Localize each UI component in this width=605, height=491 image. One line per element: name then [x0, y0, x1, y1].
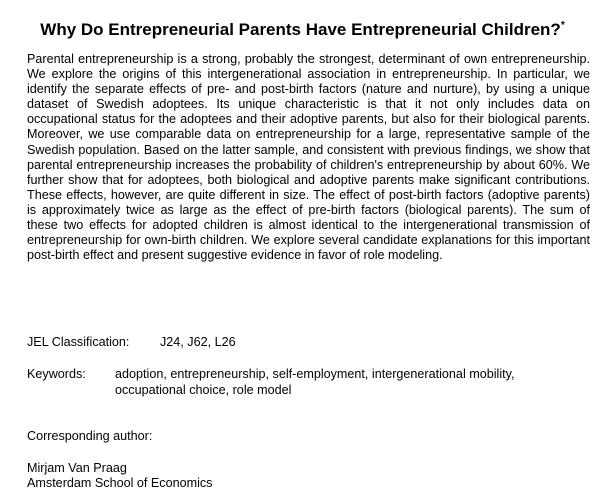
- paper-title-text: Why Do Entrepreneurial Parents Have Entrepreneurial Children?: [40, 20, 561, 40]
- title-footnote-mark: *: [560, 20, 565, 32]
- paper-title: [0, 19, 605, 41]
- author-affiliation: Amsterdam School of Economics: [27, 476, 213, 490]
- author-name: Mirjam Van Praag: [27, 461, 127, 475]
- keywords-label: Keywords:: [27, 367, 86, 381]
- corresponding-author-label: Corresponding author:: [27, 429, 153, 443]
- jel-label: JEL Classification:: [27, 335, 130, 349]
- author-block: [27, 461, 212, 491]
- jel-classification: [27, 335, 236, 350]
- keywords-values: adoption, entrepreneurship, self-employment, intergenerational mobility, occupational choice, role model: [115, 367, 515, 397]
- jel-codes: J24, J62, L26: [160, 335, 236, 349]
- abstract-paragraph: Parental entrepreneurship is a strong, probably the strongest, determinant of own entrepreneurship. We explore the origins of this intergenerational association in entrepreneurship. In particular, we identify the separate effects of pre- and post-birth factors (nature and nurture), by using a unique dataset of Swedish adoptees. Its unique characteristic is that it not only includes data on occupational status for the adoptees and their adoptive parents, but also for their biological parents. Moreover, we use comparable data on entrepreneurship for a large, representative sample of the Swedish population. Based on the latter sample, and consistent with previous findings, we show that parental entrepreneurship increases the probability of children's entrepreneurship by about 60%. We further show that for adoptees, both biological and adoptive parents make significant contributions. These effects, however, are quite different in size. The effect of post-birth factors (adoptive parents) is approximately twice as large as the effect of pre-birth factors (biological parents). The sum of these two effects for adopted children is almost identical to the intergenerational transmission of entrepreneurship for own-birth children. We explore several candidate explanations for this important post-birth effect and present suggestive evidence in favor of role modeling.: [27, 52, 590, 263]
